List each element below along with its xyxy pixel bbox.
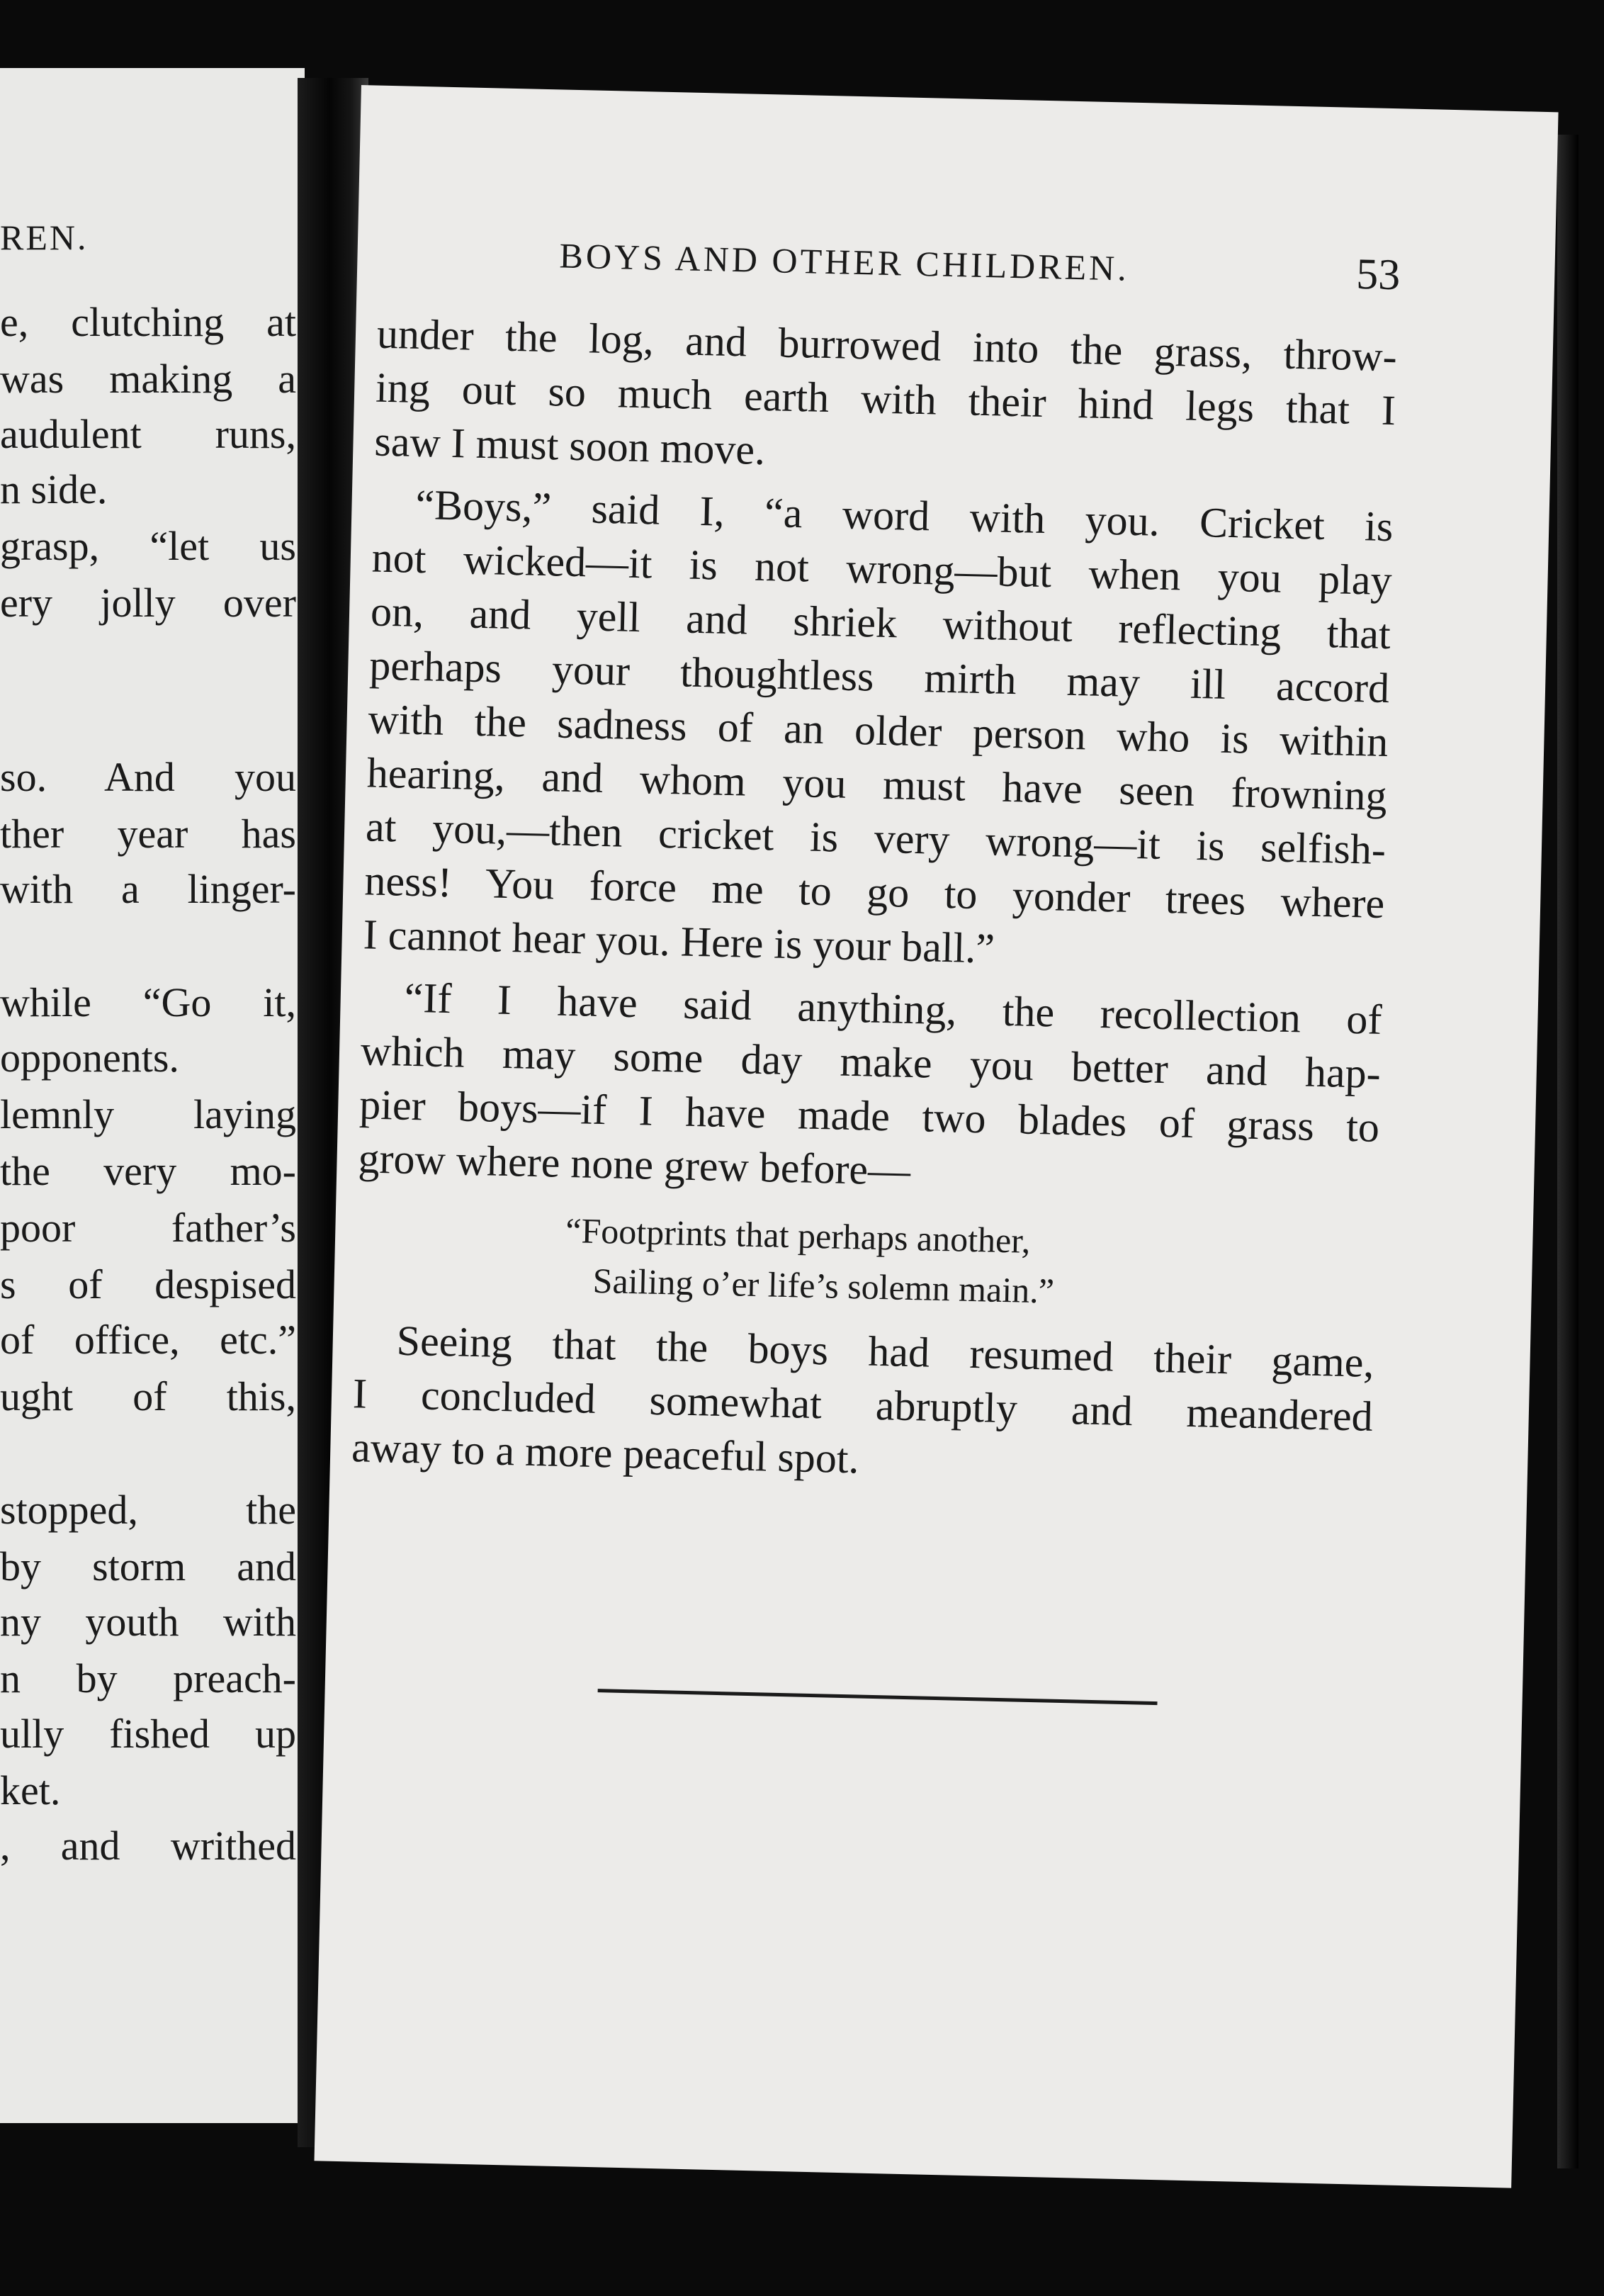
left-line: poor father’s	[0, 1205, 296, 1251]
body-line: Seeing that the boys had resumed their game,	[396, 1317, 1375, 1386]
left-line: s of despised	[0, 1261, 296, 1307]
section-rule	[598, 1689, 1158, 1705]
left-line: with a linger-	[0, 866, 296, 912]
body-line: ing out so much earth with their hind legs that I	[375, 364, 1396, 434]
body-line: away to a more peaceful spot.	[351, 1424, 860, 1482]
left-line: by storm and	[0, 1543, 296, 1589]
left-line: , and writhed	[0, 1823, 296, 1869]
left-line: ny youth with	[0, 1599, 296, 1645]
left-line: so. And you	[0, 754, 296, 800]
left-line: of office, etc.”	[0, 1317, 296, 1363]
page-number: 53	[1355, 249, 1401, 300]
body-line: which may some day make you better and hap-	[360, 1027, 1382, 1097]
left-line: e, clutching at	[0, 299, 296, 345]
left-line: ket.	[0, 1767, 61, 1813]
body-line: “If I have said anything, the recollection of	[404, 974, 1383, 1044]
body-line: with the sadness of an older person who is within	[367, 695, 1389, 766]
body-line: under the log, and burrowed into the grass, throw-	[376, 310, 1398, 381]
left-line: ught of this,	[0, 1373, 296, 1419]
left-line: ery jolly over	[0, 580, 296, 626]
body-line: on, and yell and shriek without reflecting that	[370, 587, 1391, 658]
verse-line: Sailing o’er life’s solemn main.”	[592, 1260, 1055, 1311]
body-line: I concluded somewhat abruptly and meandered	[352, 1370, 1374, 1440]
body-line: pier boys—if I have made two blades of grass to	[358, 1081, 1380, 1151]
body-line: I cannot hear you. Here is your ball.”	[363, 911, 995, 972]
left-running-head: REN.	[0, 218, 89, 257]
left-line: stopped, the	[0, 1487, 296, 1533]
left-line: the very mo-	[0, 1148, 296, 1194]
running-head: BOYS AND OTHER CHILDREN.	[558, 235, 1130, 288]
left-line: lemnly laying	[0, 1091, 296, 1137]
body-line: grow where none grew before—	[357, 1135, 911, 1194]
body-line: hearing, and whom you must have seen frowning	[366, 749, 1388, 820]
left-line: n by preach-	[0, 1655, 296, 1701]
left-page	[0, 68, 305, 2123]
left-line: while “Go it,	[0, 979, 296, 1025]
left-line: audulent runs,	[0, 411, 296, 457]
body-line: not wicked—it is not wrong—but when you play	[371, 534, 1393, 604]
body-line: ness! You force me to go to yonder trees where	[363, 857, 1385, 928]
body-line: saw I must soon move.	[373, 417, 766, 474]
right-page	[315, 85, 1559, 2188]
body-line: “Boys,” said I, “a word with you. Cricket is	[414, 480, 1394, 551]
left-line: n side.	[0, 466, 108, 512]
body-line: at you,—then cricket is very wrong—it is selfish-	[365, 803, 1386, 874]
left-line: was making a	[0, 356, 296, 402]
page-edge	[1557, 135, 1578, 2168]
body-line: perhaps your thoughtless mirth may ill accord	[368, 641, 1390, 712]
left-line: opponents.	[0, 1035, 179, 1081]
left-line: grasp, “let us	[0, 523, 296, 569]
left-line: ully fished up	[0, 1711, 296, 1757]
verse-line: “Footprints that perhaps another,	[565, 1210, 1032, 1261]
left-line: ther year has	[0, 811, 296, 857]
